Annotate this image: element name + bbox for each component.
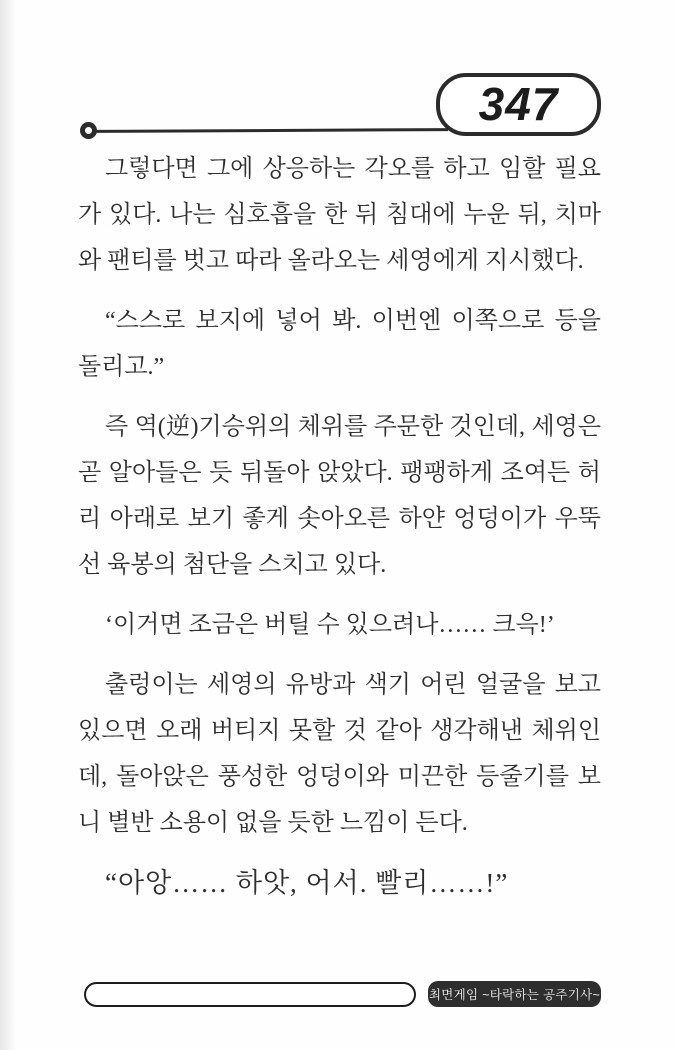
footer-empty-bar bbox=[84, 982, 416, 1007]
page-text-block bbox=[78, 146, 601, 920]
page-number-badge bbox=[436, 73, 601, 136]
paragraph-narration: 즉 역(逆)기승위의 체위를 주문한 것인데, 세영은 곧 알아들은 듯 뒤돌아 앉았다. 팽팽하게 조여든 허리 아래로 보기 좋게 솟아오른 하얀 엉덩이가 우뚝 선 육봉의 첨단을 스치고 있다. bbox=[78, 414, 601, 578]
paragraph-dialogue-large: “아앙…… 하앗, 어서. 빨리……!” bbox=[105, 868, 509, 898]
paragraph-narration: 출렁이는 세영의 유방과 색기 어린 얼굴을 보고 있으면 오래 버티지 못할 것 같아 생각해낸 체위인데, 돌아앉은 풍성한 엉덩이와 미끈한 등줄기를 보니 별반 소용이 없을 듯한 느낌이 든다. bbox=[78, 672, 601, 836]
footer-book-title-badge bbox=[428, 981, 601, 1007]
paragraph-monologue: ‘이거면 조금은 버틸 수 있으려나…… 크윽!’ bbox=[105, 612, 555, 638]
book-title: 최면게임 ~타락하는 공주기사~ bbox=[428, 988, 601, 1002]
page-number: 347 bbox=[478, 77, 559, 130]
paragraph-dialogue: “스스로 보지에 넣어 봐. 이번엔 이쪽으로 등을 돌리고.” bbox=[78, 308, 601, 380]
paragraph-narration: 그렇다면 그에 상응하는 각오를 하고 임할 필요가 있다. 나는 심호흡을 한 뒤 침대에 누운 뒤, 치마와 팬티를 벗고 따라 올라오는 세영에게 지시했다. bbox=[78, 156, 601, 274]
header-rule-line bbox=[96, 128, 448, 133]
page-edge-shadow bbox=[0, 0, 16, 1050]
ring-ornament-icon bbox=[80, 122, 97, 139]
